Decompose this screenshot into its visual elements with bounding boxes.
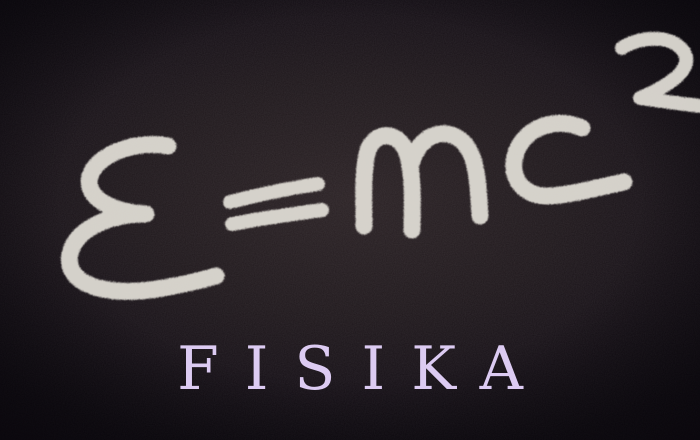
chalk-equals-top xyxy=(230,184,318,202)
chalk-letter-e xyxy=(69,144,216,291)
chalk-letter-c xyxy=(514,123,624,196)
chalk-exponent-2 xyxy=(622,39,700,106)
chalk-letter-m xyxy=(364,134,480,230)
page-title: FISIKA xyxy=(177,334,549,404)
chalk-equals-bottom xyxy=(232,210,322,224)
